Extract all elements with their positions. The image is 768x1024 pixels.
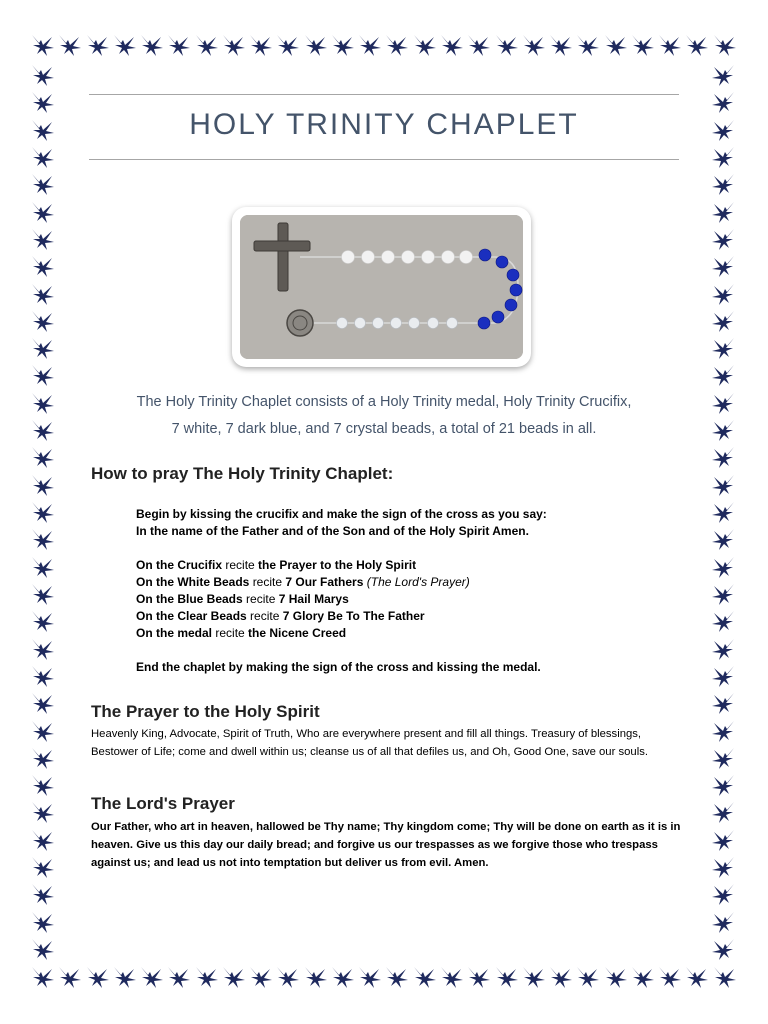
swallow-bird-icon	[30, 854, 56, 880]
swallow-bird-icon	[248, 32, 274, 58]
swallow-bird-icon	[710, 171, 736, 197]
step-item	[136, 557, 676, 574]
chaplet-photo	[240, 215, 523, 359]
swallow-bird-icon	[521, 964, 547, 990]
swallow-bird-icon	[194, 964, 220, 990]
swallow-bird-icon	[30, 390, 56, 416]
swallow-bird-icon	[439, 32, 465, 58]
step-lead: On the Clear Beads	[136, 609, 247, 623]
swallow-bird-icon	[30, 253, 56, 279]
swallow-bird-icon	[710, 936, 736, 962]
step-lead: On the Crucifix	[136, 558, 223, 572]
step-lead: On the White Beads	[136, 575, 250, 589]
title-rule-bottom	[89, 159, 679, 160]
step-note: (The Lord's Prayer)	[366, 575, 470, 589]
swallow-bird-icon	[710, 499, 736, 525]
swallow-bird-icon	[30, 636, 56, 662]
swallow-bird-icon	[303, 964, 329, 990]
begin-line-2: In the name of the Father and of the Son and of the Holy Spirit Amen.	[136, 524, 529, 538]
swallow-bird-icon	[657, 32, 683, 58]
swallow-bird-icon	[630, 32, 656, 58]
step-item	[136, 591, 676, 608]
end-line: End the chaplet by making the sign of the cross and kissing the medal.	[136, 660, 541, 674]
swallow-bird-icon	[30, 526, 56, 552]
swallow-bird-icon	[684, 32, 710, 58]
swallow-bird-icon	[710, 663, 736, 689]
holy-spirit-text: Heavenly King, Advocate, Spirit of Truth, Who are everywhere present and fill all things. Treasury of blessings, Bestower of Life; come and dwell within us; cleanse us of all that defiles us, and Oh, Good One, save our souls.	[91, 728, 648, 758]
swallow-bird-icon	[657, 964, 683, 990]
swallow-bird-icon	[30, 226, 56, 252]
swallow-bird-icon	[221, 32, 247, 58]
bird-border-left	[30, 62, 58, 962]
swallow-bird-icon	[710, 526, 736, 552]
swallow-bird-icon	[710, 226, 736, 252]
swallow-bird-icon	[85, 32, 111, 58]
swallow-bird-icon	[439, 964, 465, 990]
swallow-bird-icon	[57, 32, 83, 58]
swallow-bird-icon	[710, 909, 736, 935]
step-verb: recite	[252, 575, 283, 589]
step-prayer: 7 Glory Be To The Father	[282, 609, 425, 623]
swallow-bird-icon	[384, 964, 410, 990]
swallow-bird-icon	[30, 909, 56, 935]
holy-spirit-heading: The Prayer to the Holy Spirit	[91, 702, 320, 721]
swallow-bird-icon	[30, 936, 56, 962]
swallow-bird-icon	[30, 499, 56, 525]
swallow-bird-icon	[710, 281, 736, 307]
swallow-bird-icon	[630, 964, 656, 990]
swallow-bird-icon	[710, 144, 736, 170]
swallow-bird-icon	[30, 89, 56, 115]
swallow-bird-icon	[521, 32, 547, 58]
swallow-bird-icon	[710, 718, 736, 744]
swallow-bird-icon	[303, 32, 329, 58]
bird-border-right	[710, 62, 738, 962]
swallow-bird-icon	[466, 32, 492, 58]
swallow-bird-icon	[30, 171, 56, 197]
swallow-bird-icon	[710, 745, 736, 771]
begin-line-1: Begin by kissing the crucifix and make the sign of the cross as you say:	[136, 507, 547, 521]
lords-prayer-heading: The Lord's Prayer	[91, 794, 235, 813]
swallow-bird-icon	[30, 281, 56, 307]
step-item	[136, 608, 676, 625]
swallow-bird-icon	[710, 799, 736, 825]
swallow-bird-icon	[30, 199, 56, 225]
swallow-bird-icon	[710, 417, 736, 443]
swallow-bird-icon	[30, 32, 56, 58]
swallow-bird-icon	[112, 964, 138, 990]
swallow-bird-icon	[30, 663, 56, 689]
step-verb: recite	[215, 626, 245, 640]
swallow-bird-icon	[710, 335, 736, 361]
bird-border-bottom	[30, 964, 738, 992]
swallow-bird-icon	[30, 772, 56, 798]
swallow-bird-icon	[30, 881, 56, 907]
swallow-bird-icon	[30, 554, 56, 580]
swallow-bird-icon	[684, 964, 710, 990]
swallow-bird-icon	[710, 444, 736, 470]
how-to-instructions	[136, 506, 676, 676]
swallow-bird-icon	[710, 199, 736, 225]
swallow-bird-icon	[30, 581, 56, 607]
swallow-bird-icon	[194, 32, 220, 58]
swallow-bird-icon	[30, 690, 56, 716]
swallow-bird-icon	[30, 444, 56, 470]
swallow-bird-icon	[30, 62, 56, 88]
swallow-bird-icon	[30, 144, 56, 170]
intro-line-1: The Holy Trinity Chaplet consists of a Holy Trinity medal, Holy Trinity Crucifix,	[136, 394, 632, 410]
swallow-bird-icon	[412, 32, 438, 58]
swallow-bird-icon	[710, 117, 736, 143]
swallow-bird-icon	[466, 964, 492, 990]
swallow-bird-icon	[710, 253, 736, 279]
swallow-bird-icon	[575, 964, 601, 990]
swallow-bird-icon	[139, 964, 165, 990]
swallow-bird-icon	[248, 964, 274, 990]
swallow-bird-icon	[166, 32, 192, 58]
swallow-bird-icon	[357, 964, 383, 990]
swallow-bird-icon	[275, 32, 301, 58]
swallow-bird-icon	[603, 32, 629, 58]
swallow-bird-icon	[30, 362, 56, 388]
swallow-bird-icon	[494, 964, 520, 990]
swallow-bird-icon	[710, 308, 736, 334]
swallow-bird-icon	[710, 472, 736, 498]
swallow-bird-icon	[30, 117, 56, 143]
swallow-bird-icon	[710, 690, 736, 716]
chaplet-photo-frame	[232, 207, 531, 367]
swallow-bird-icon	[710, 390, 736, 416]
swallow-bird-icon	[112, 32, 138, 58]
swallow-bird-icon	[710, 608, 736, 634]
swallow-bird-icon	[330, 964, 356, 990]
swallow-bird-icon	[710, 581, 736, 607]
swallow-bird-icon	[30, 472, 56, 498]
swallow-bird-icon	[712, 32, 738, 58]
swallow-bird-icon	[575, 32, 601, 58]
swallow-bird-icon	[57, 964, 83, 990]
swallow-bird-icon	[710, 89, 736, 115]
swallow-bird-icon	[548, 32, 574, 58]
swallow-bird-icon	[30, 799, 56, 825]
swallow-bird-icon	[494, 32, 520, 58]
step-verb: recite	[250, 609, 280, 623]
swallow-bird-icon	[85, 964, 111, 990]
swallow-bird-icon	[275, 964, 301, 990]
swallow-bird-icon	[30, 745, 56, 771]
step-prayer: the Nicene Creed	[248, 626, 347, 640]
swallow-bird-icon	[30, 718, 56, 744]
step-lead: On the medal	[136, 626, 213, 640]
step-prayer: 7 Hail Marys	[278, 592, 349, 606]
chaplet-intro	[89, 389, 679, 443]
swallow-bird-icon	[548, 964, 574, 990]
swallow-bird-icon	[603, 964, 629, 990]
swallow-bird-icon	[710, 881, 736, 907]
lords-prayer-text: Our Father, who art in heaven, hallowed be Thy name; Thy kingdom come; Thy will be done on earth as it is in heaven. Give us this day our daily bread; and forgive us our trespasses as we forgive those who trespass against us; and lead us not into temptation but deliver us from evil. Amen.	[91, 821, 681, 869]
swallow-bird-icon	[30, 827, 56, 853]
how-to-heading: How to pray The Holy Trinity Chaplet:	[91, 464, 394, 483]
swallow-bird-icon	[330, 32, 356, 58]
swallow-bird-icon	[30, 964, 56, 990]
bird-border-top	[30, 32, 738, 60]
swallow-bird-icon	[710, 827, 736, 853]
step-prayer: 7 Our Fathers	[285, 575, 364, 589]
page-title: HOLY TRINITY CHAPLET	[189, 108, 579, 141]
step-verb: recite	[225, 558, 255, 572]
step-item	[136, 625, 676, 642]
swallow-bird-icon	[30, 417, 56, 443]
step-prayer: the Prayer to the Holy Spirit	[258, 558, 417, 572]
swallow-bird-icon	[221, 964, 247, 990]
swallow-bird-icon	[384, 32, 410, 58]
title-rule-top	[89, 94, 679, 95]
swallow-bird-icon	[710, 854, 736, 880]
swallow-bird-icon	[710, 772, 736, 798]
intro-line-2: 7 white, 7 dark blue, and 7 crystal beads, a total of 21 beads in all.	[171, 421, 597, 437]
swallow-bird-icon	[30, 308, 56, 334]
swallow-bird-icon	[30, 608, 56, 634]
swallow-bird-icon	[139, 32, 165, 58]
swallow-bird-icon	[30, 335, 56, 361]
steps-list	[136, 557, 676, 642]
swallow-bird-icon	[710, 62, 736, 88]
swallow-bird-icon	[710, 554, 736, 580]
swallow-bird-icon	[357, 32, 383, 58]
swallow-bird-icon	[412, 964, 438, 990]
step-item	[136, 574, 676, 591]
swallow-bird-icon	[166, 964, 192, 990]
swallow-bird-icon	[712, 964, 738, 990]
step-verb: recite	[246, 592, 276, 606]
medal-icon	[287, 310, 313, 336]
swallow-bird-icon	[710, 636, 736, 662]
step-lead: On the Blue Beads	[136, 592, 243, 606]
swallow-bird-icon	[710, 362, 736, 388]
